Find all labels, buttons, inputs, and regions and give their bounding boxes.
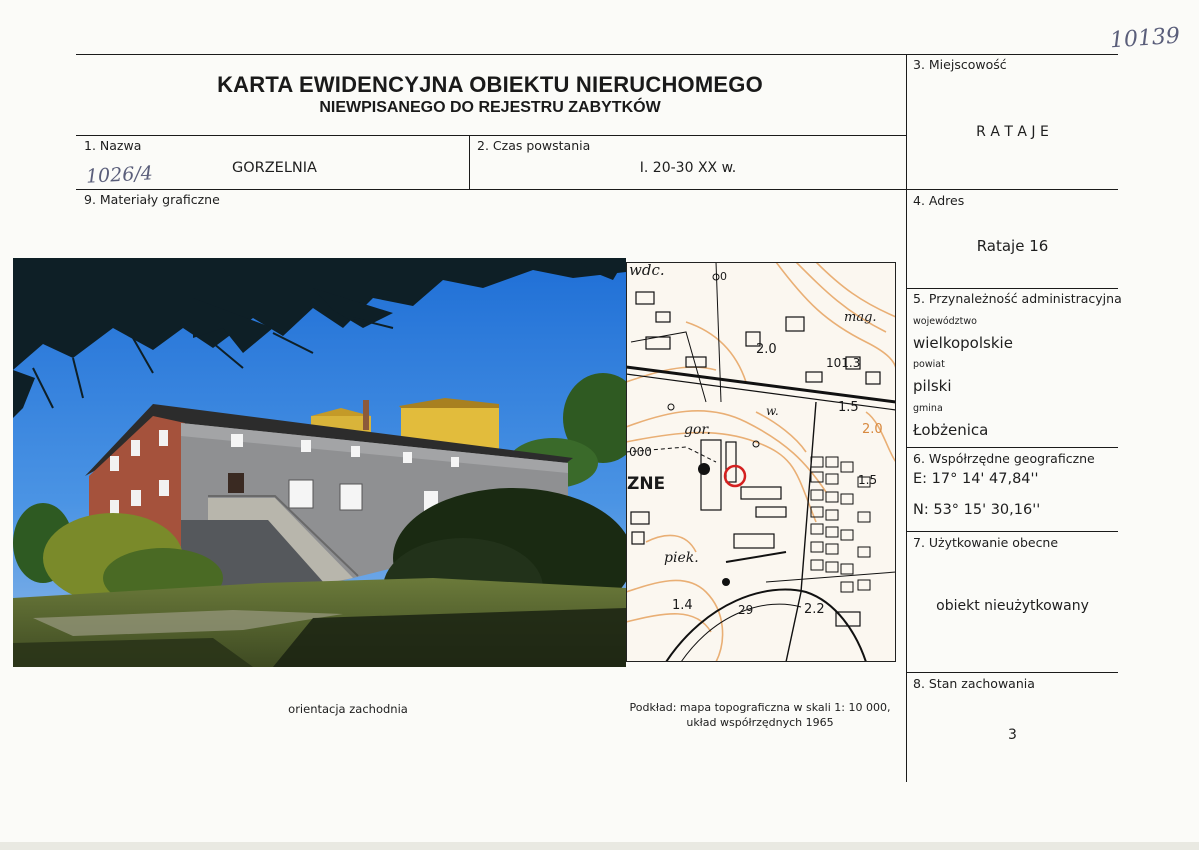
scan-edge xyxy=(0,842,1199,850)
map-label-piek: piek. xyxy=(664,550,699,566)
date-label: 2. Czas powstania xyxy=(477,138,591,153)
map-label-wdc: wdc. xyxy=(629,262,665,279)
coords-east: E: 17° 14' 47,84'' xyxy=(913,471,1039,487)
coords-bottom-line xyxy=(906,531,1118,532)
map-label-2-0b: 2.0 xyxy=(862,422,883,437)
map-label-2-2: 2.2 xyxy=(804,602,825,617)
graphics-label: 9. Materiały graficzne xyxy=(84,192,220,207)
map-caption-line2: układ współrzędnych 1965 xyxy=(686,716,834,729)
usage-label: 7. Użytkowanie obecne xyxy=(913,535,1059,550)
condition-label: 8. Stan zachowania xyxy=(913,676,1035,691)
usage-bottom-line xyxy=(906,672,1118,673)
commune-label: gmina xyxy=(913,403,943,414)
topographic-map xyxy=(626,262,896,662)
locality-label: 3. Miejscowość xyxy=(913,57,1007,72)
map-label-gor: gor. xyxy=(684,422,711,438)
address-value: Rataje 16 xyxy=(976,237,1049,255)
name-value: GORZELNIA xyxy=(232,160,317,176)
map-caption-line1: Podkład: mapa topograficzna w skali 1: 10 000, xyxy=(629,701,891,714)
condition-value: 3 xyxy=(1008,727,1017,743)
top-border-line xyxy=(76,54,1118,55)
name-row-bottom-line xyxy=(76,189,1118,190)
photo-caption: orientacja zachodnia xyxy=(288,702,408,716)
admin-bottom-line xyxy=(906,447,1118,448)
coords-north: N: 53° 15' 30,16'' xyxy=(913,502,1041,518)
map-label-0: 0 xyxy=(720,270,727,283)
map-label-elevation-2-0: 2.0 xyxy=(756,342,777,357)
date-value: I. 20-30 XX w. xyxy=(639,160,737,176)
handwritten-stamp-number: 10139 xyxy=(1109,23,1181,54)
map-label-1-5b: 1.5 xyxy=(858,473,878,487)
map-label-w: w. xyxy=(766,404,779,418)
locality-value: R A T A J E xyxy=(976,124,1049,140)
title-bottom-line xyxy=(76,135,906,136)
location-marker xyxy=(725,466,745,486)
address-bottom-line xyxy=(906,288,1118,289)
map-label-mag: mag. xyxy=(844,310,877,325)
admin-label: 5. Przynależność administracyjna xyxy=(913,291,1122,306)
map-label-zne: ZNE xyxy=(627,474,666,494)
card-subtitle: NIEWPISANEGO DO REJESTRU ZABYTKÓW xyxy=(319,99,661,116)
name-label: 1. Nazwa xyxy=(84,138,142,153)
map-label-1-4: 1.4 xyxy=(672,598,693,613)
county-label: powiat xyxy=(913,359,945,370)
building-photo xyxy=(13,258,626,667)
map-label-1-5: 1.5 xyxy=(838,400,859,415)
commune-value: Łobżenica xyxy=(913,421,989,439)
usage-value: obiekt nieużytkowany xyxy=(936,598,1089,614)
county-value: pilski xyxy=(913,377,952,395)
map-label-000: 000 xyxy=(629,445,652,459)
map-label-29: 29 xyxy=(738,603,754,617)
coords-label: 6. Współrzędne geograficzne xyxy=(913,451,1095,466)
voivodeship-label: województwo xyxy=(913,316,977,327)
voivodeship-value: wielkopolskie xyxy=(913,334,1013,352)
handwritten-inventory-number: 1026/4 xyxy=(85,162,154,188)
map-label-101-3: 101.3 xyxy=(826,356,861,370)
card-title: KARTA EWIDENCYJNA OBIEKTU NIERUCHOMEGO xyxy=(217,72,763,97)
address-label: 4. Adres xyxy=(913,193,965,208)
